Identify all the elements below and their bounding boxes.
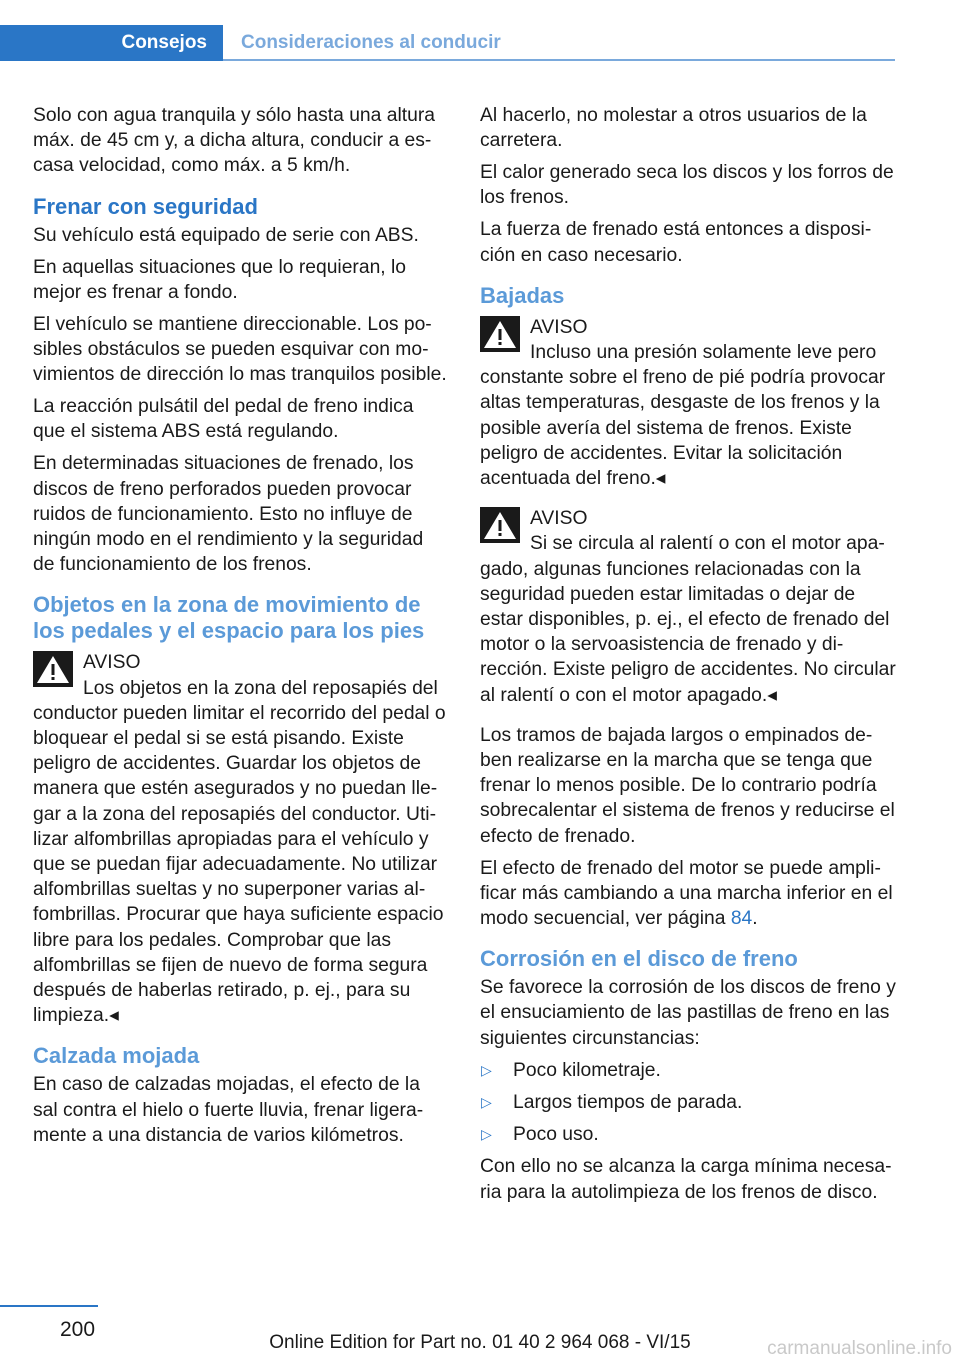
- page-link[interactable]: 84: [730, 908, 753, 930]
- heading-calzada: Calzada mojada: [33, 1043, 200, 1069]
- heading-bajadas: Bajadas: [480, 282, 565, 308]
- left-column: [33, 103, 449, 1155]
- paragraph: Su vehículo está equipado de serie con ABS.: [33, 224, 419, 246]
- paragraph-text: .: [752, 908, 758, 930]
- list-item: [480, 1090, 896, 1115]
- triangle-bullet-icon: ▷: [481, 1126, 492, 1143]
- edition-text: Online Edition for Part no. 01 40 2 964 068 - VI/15: [269, 1332, 691, 1353]
- list-item-text: Largos tiempos de parada.: [513, 1091, 743, 1113]
- list-item: [480, 1122, 896, 1147]
- watermark: carmanualsonline.info: [767, 1338, 952, 1359]
- warning-title: AVISO: [83, 652, 141, 674]
- warning-block: [480, 506, 896, 708]
- paragraph: Se favorece la corrosión de los discos de freno y el ensuciamiento de las pastillas de freno en las siguientes circunstancias:: [480, 977, 896, 1049]
- warning-text: Los objetos en la zona del reposapiés del conductor pueden limitar el recorrido del pedal o bloquear el pedal si se está pisando. Existe peligro de accidentes. Guardar los objetos de manera que estén asegurados y no puedan llegar a la zona del reposapiés del conductor. Utilizar alfombrillas apropiadas para el vehículo y que se puedan fijar adecuadamente. No utilizar alfombrillas sueltas y no superponer varias alfombrillas. Procurar que haya suficiente espacio libre para los pedales. Comprobar que las alfombrillas se fijen de nuevo de forma segura después de haberlas retirado, p. ej., para su limpieza.◂: [33, 677, 446, 1027]
- paragraph: El vehículo se mantiene direccionable. Los posibles obstáculos se pueden esquivar con movimientos de dirección lo mas tranquilos posible.: [33, 313, 447, 386]
- heading-corrosion: Corrosión en el disco de freno: [480, 946, 798, 972]
- paragraph: Solo con agua tranquila y sólo hasta una altura máx. de 45 cm y, a dicha altura, conducir a escasa velocidad, como máx. a 5 km/h.: [33, 105, 435, 177]
- warning-icon: [480, 316, 520, 352]
- paragraph: En aquellas situaciones que lo requieran, lo mejor es frenar a fondo.: [33, 256, 407, 303]
- warning-block: [33, 650, 449, 1028]
- warning-title: AVISO: [530, 508, 588, 530]
- triangle-bullet-icon: ▷: [481, 1093, 492, 1110]
- heading-objetos: Objetos en la zona de movimiento de los pedales y el espacio para los pies: [33, 592, 425, 644]
- header-rule: [223, 59, 895, 61]
- section-tab[interactable]: Consejos: [0, 25, 223, 61]
- list-item: [480, 1058, 896, 1083]
- warning-text: Incluso una presión solamente leve pero constante sobre el freno de pié podría provocar altas temperaturas, desgaste de los frenos y la posible avería del sistema de frenos. Existe peligro de accidentes. Evitar la solicitación acentuada del freno.◂: [480, 342, 886, 490]
- subsection-title[interactable]: Consideraciones al conducir: [241, 32, 501, 53]
- paragraph: La reacción pulsátil del pedal de freno indica que el sistema ABS está regulando.: [33, 396, 414, 443]
- warning-icon: [480, 507, 520, 543]
- page-number: 200: [60, 1318, 96, 1341]
- paragraph: [480, 856, 896, 932]
- paragraph: En determinadas situaciones de frenado, los discos de freno perforados pueden provocar ruidos de funcionamiento. Esto no influye de ningún modo en el rendimiento y la seguridad de funcionamiento de los frenos.: [33, 453, 424, 576]
- paragraph: En caso de calzadas mojadas, el efecto de la sal contra el hielo o fuerte lluvia, frenar ligeramente a una distancia de varios kilómetros.: [33, 1074, 424, 1146]
- triangle-bullet-icon: ▷: [481, 1061, 492, 1078]
- paragraph-text: El efecto de frenado del motor se puede amplificar más cambiando a una marcha inferior en el modo secuencial, ver página: [480, 857, 893, 930]
- warning-block: [480, 315, 896, 491]
- paragraph: Los tramos de bajada largos o empinados deben realizarse en la marcha que se tenga que frenar lo menos posible. De lo contrario podría sobrecalentar el sistema de frenos y reducirse el efecto de frenado.: [480, 724, 895, 847]
- warning-title: AVISO: [530, 316, 588, 338]
- bullet-list: [480, 1058, 896, 1148]
- heading-frenar: Frenar con seguridad: [33, 193, 258, 219]
- list-item-text: Poco uso.: [513, 1124, 599, 1146]
- right-column: [480, 103, 896, 1212]
- warning-icon: [33, 651, 73, 687]
- paragraph: El calor generado seca los discos y los forros de los frenos.: [480, 162, 894, 209]
- paragraph: Con ello no se alcanza la carga mínima necesaria para la autolimpieza de los frenos de disco.: [480, 1156, 892, 1203]
- paragraph: Al hacerlo, no molestar a otros usuarios de la carretera.: [480, 105, 867, 152]
- footer-rule: [0, 1305, 98, 1307]
- warning-text: Si se circula al ralentí o con el motor apagado, algunas funciones relacionadas con la seguridad pueden estar limitadas o dejar de estar disponibles, p. ej., el efecto de frenado del motor o la servoasistencia de frenado y dirección. Existe peligro de accidentes. No circular al ralentí o con el motor apagado.◂: [480, 533, 896, 706]
- list-item-text: Poco kilometraje.: [513, 1059, 661, 1081]
- paragraph: La fuerza de frenado está entonces a disposición en caso necesario.: [480, 219, 872, 266]
- page-header: [0, 25, 895, 61]
